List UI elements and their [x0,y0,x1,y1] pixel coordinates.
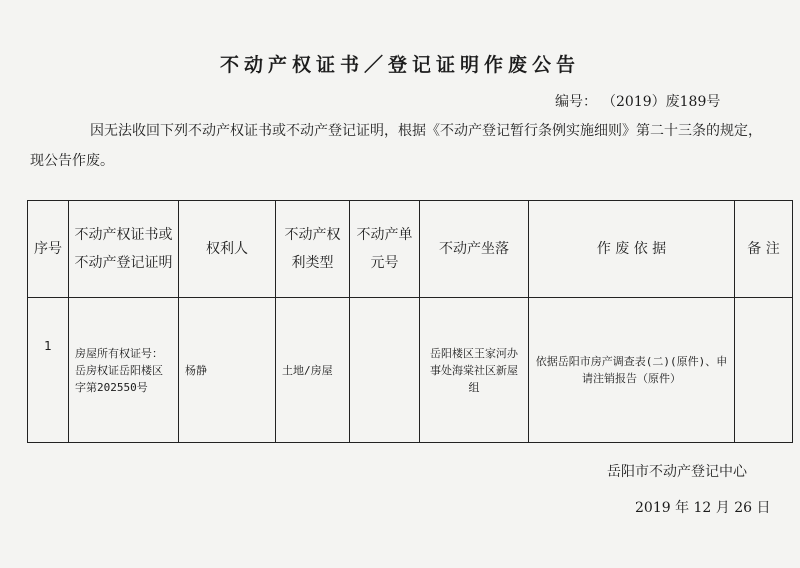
table-row [28,298,793,443]
header-holder: 权利人 [179,201,276,298]
table-header-row [28,201,793,298]
header-right-type: 不动产权利类型 [276,201,350,298]
header-certificate: 不动产权证书或不动产登记证明 [69,201,179,298]
cell-remark [735,298,793,443]
header-location: 不动产坐落 [420,201,529,298]
header-no: 序号 [28,201,69,298]
cell-right-type: 土地/房屋 [276,298,350,443]
document-title: 不动产权证书／登记证明作废公告 [219,54,580,76]
document-number-label: 编号： [555,94,597,110]
document-number [555,91,720,111]
issuing-organization: 岳阳市不动产登记中心 [607,464,747,480]
document-number-value: （2019）废189号 [609,94,721,110]
header-remark: 备 注 [735,201,793,298]
issue-date: 2019 年 12 月 26 日 [635,500,771,516]
cell-certificate: 房屋所有权证号：岳房权证岳阳楼区字第202550号 [69,298,179,443]
cell-location: 岳阳楼区王家河办事处海棠社区新屋组 [420,298,529,443]
cell-basis: 依据岳阳市房产调查表(二)(原件)、申请注销报告（原件） [529,298,735,443]
notice-paragraph: 因无法收回下列不动产权证书或不动产登记证明，根据《不动产登记暂行条例实施细则》第二十三条的规定，现公告作废。 [30,123,762,169]
cell-unit-number [350,298,420,443]
cell-no: 1 [28,298,69,443]
header-unit-number: 不动产单元号 [350,201,420,298]
void-certificates-table [27,200,793,443]
cell-holder: 杨静 [179,298,276,443]
header-basis: 作 废 依 据 [529,201,735,298]
